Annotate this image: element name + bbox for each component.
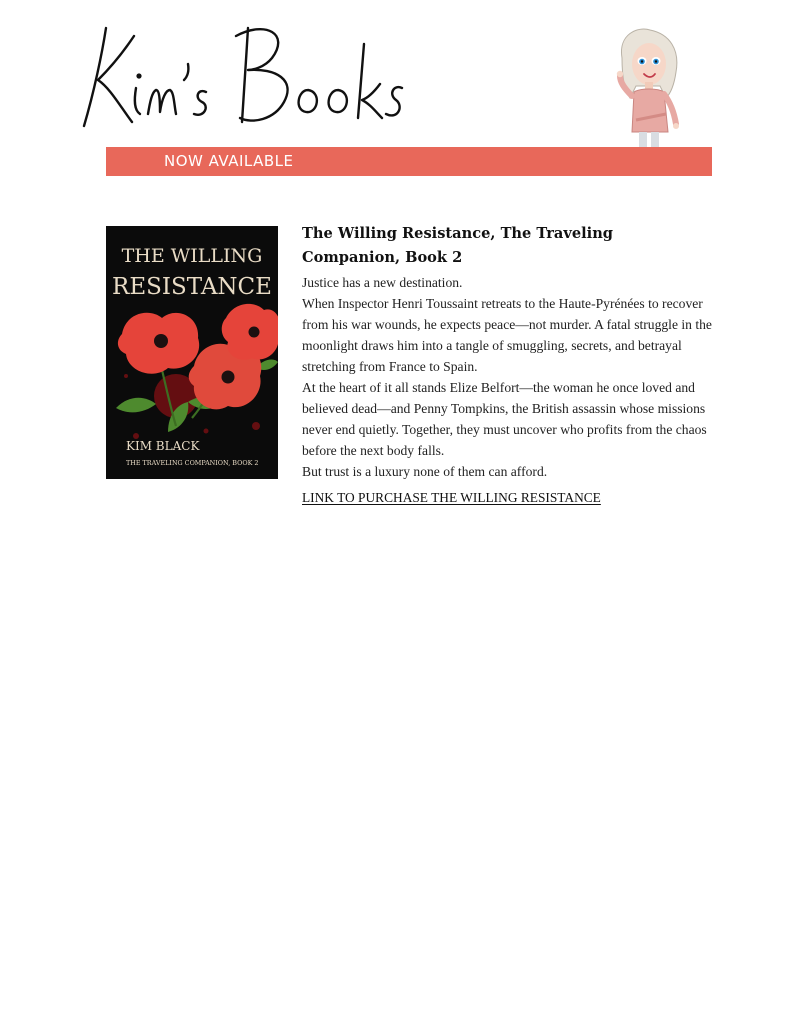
now-available-banner — [106, 147, 712, 176]
book-title: The Willing Resistance, The Traveling Companion, Book 2 — [302, 225, 614, 266]
book-details — [302, 222, 714, 506]
cover-series: THE TRAVELING COMPANION, BOOK 2 — [126, 459, 259, 467]
banner-label: NOW AVAILABLE — [164, 152, 294, 170]
kims-books-logo — [76, 14, 406, 140]
book-description-paragraph: At the heart of it all stands Elize Belfort—the woman he once loved and believed dead—and Penny Tompkins, the British assassin whose missions never end quietly. Together, they must uncover who profits from the chaos before the next body falls. — [302, 380, 707, 458]
purchase-link[interactable]: LINK TO PURCHASE THE WILLING RESISTANCE — [302, 490, 601, 505]
book-cover-image[interactable] — [106, 226, 278, 479]
book-tagline: Justice has a new destination. — [302, 275, 463, 290]
cover-title-line2: RESISTANCE — [112, 274, 272, 300]
book-closing-line: But trust is a luxury none of them can afford. — [302, 464, 548, 479]
book-description-paragraph: When Inspector Henri Toussaint retreats to the Haute-Pyrénées to recover from his war wounds, he expects peace—not murder. A fatal struggle in the moonlight draws him into a tangle of smuggling, secrets, and betrayal stretching from France to Spain. — [302, 296, 712, 374]
cover-title-line1: THE WILLING — [121, 245, 263, 267]
cover-author: KIM BLACK — [126, 439, 200, 453]
book-cover-art — [106, 226, 278, 479]
